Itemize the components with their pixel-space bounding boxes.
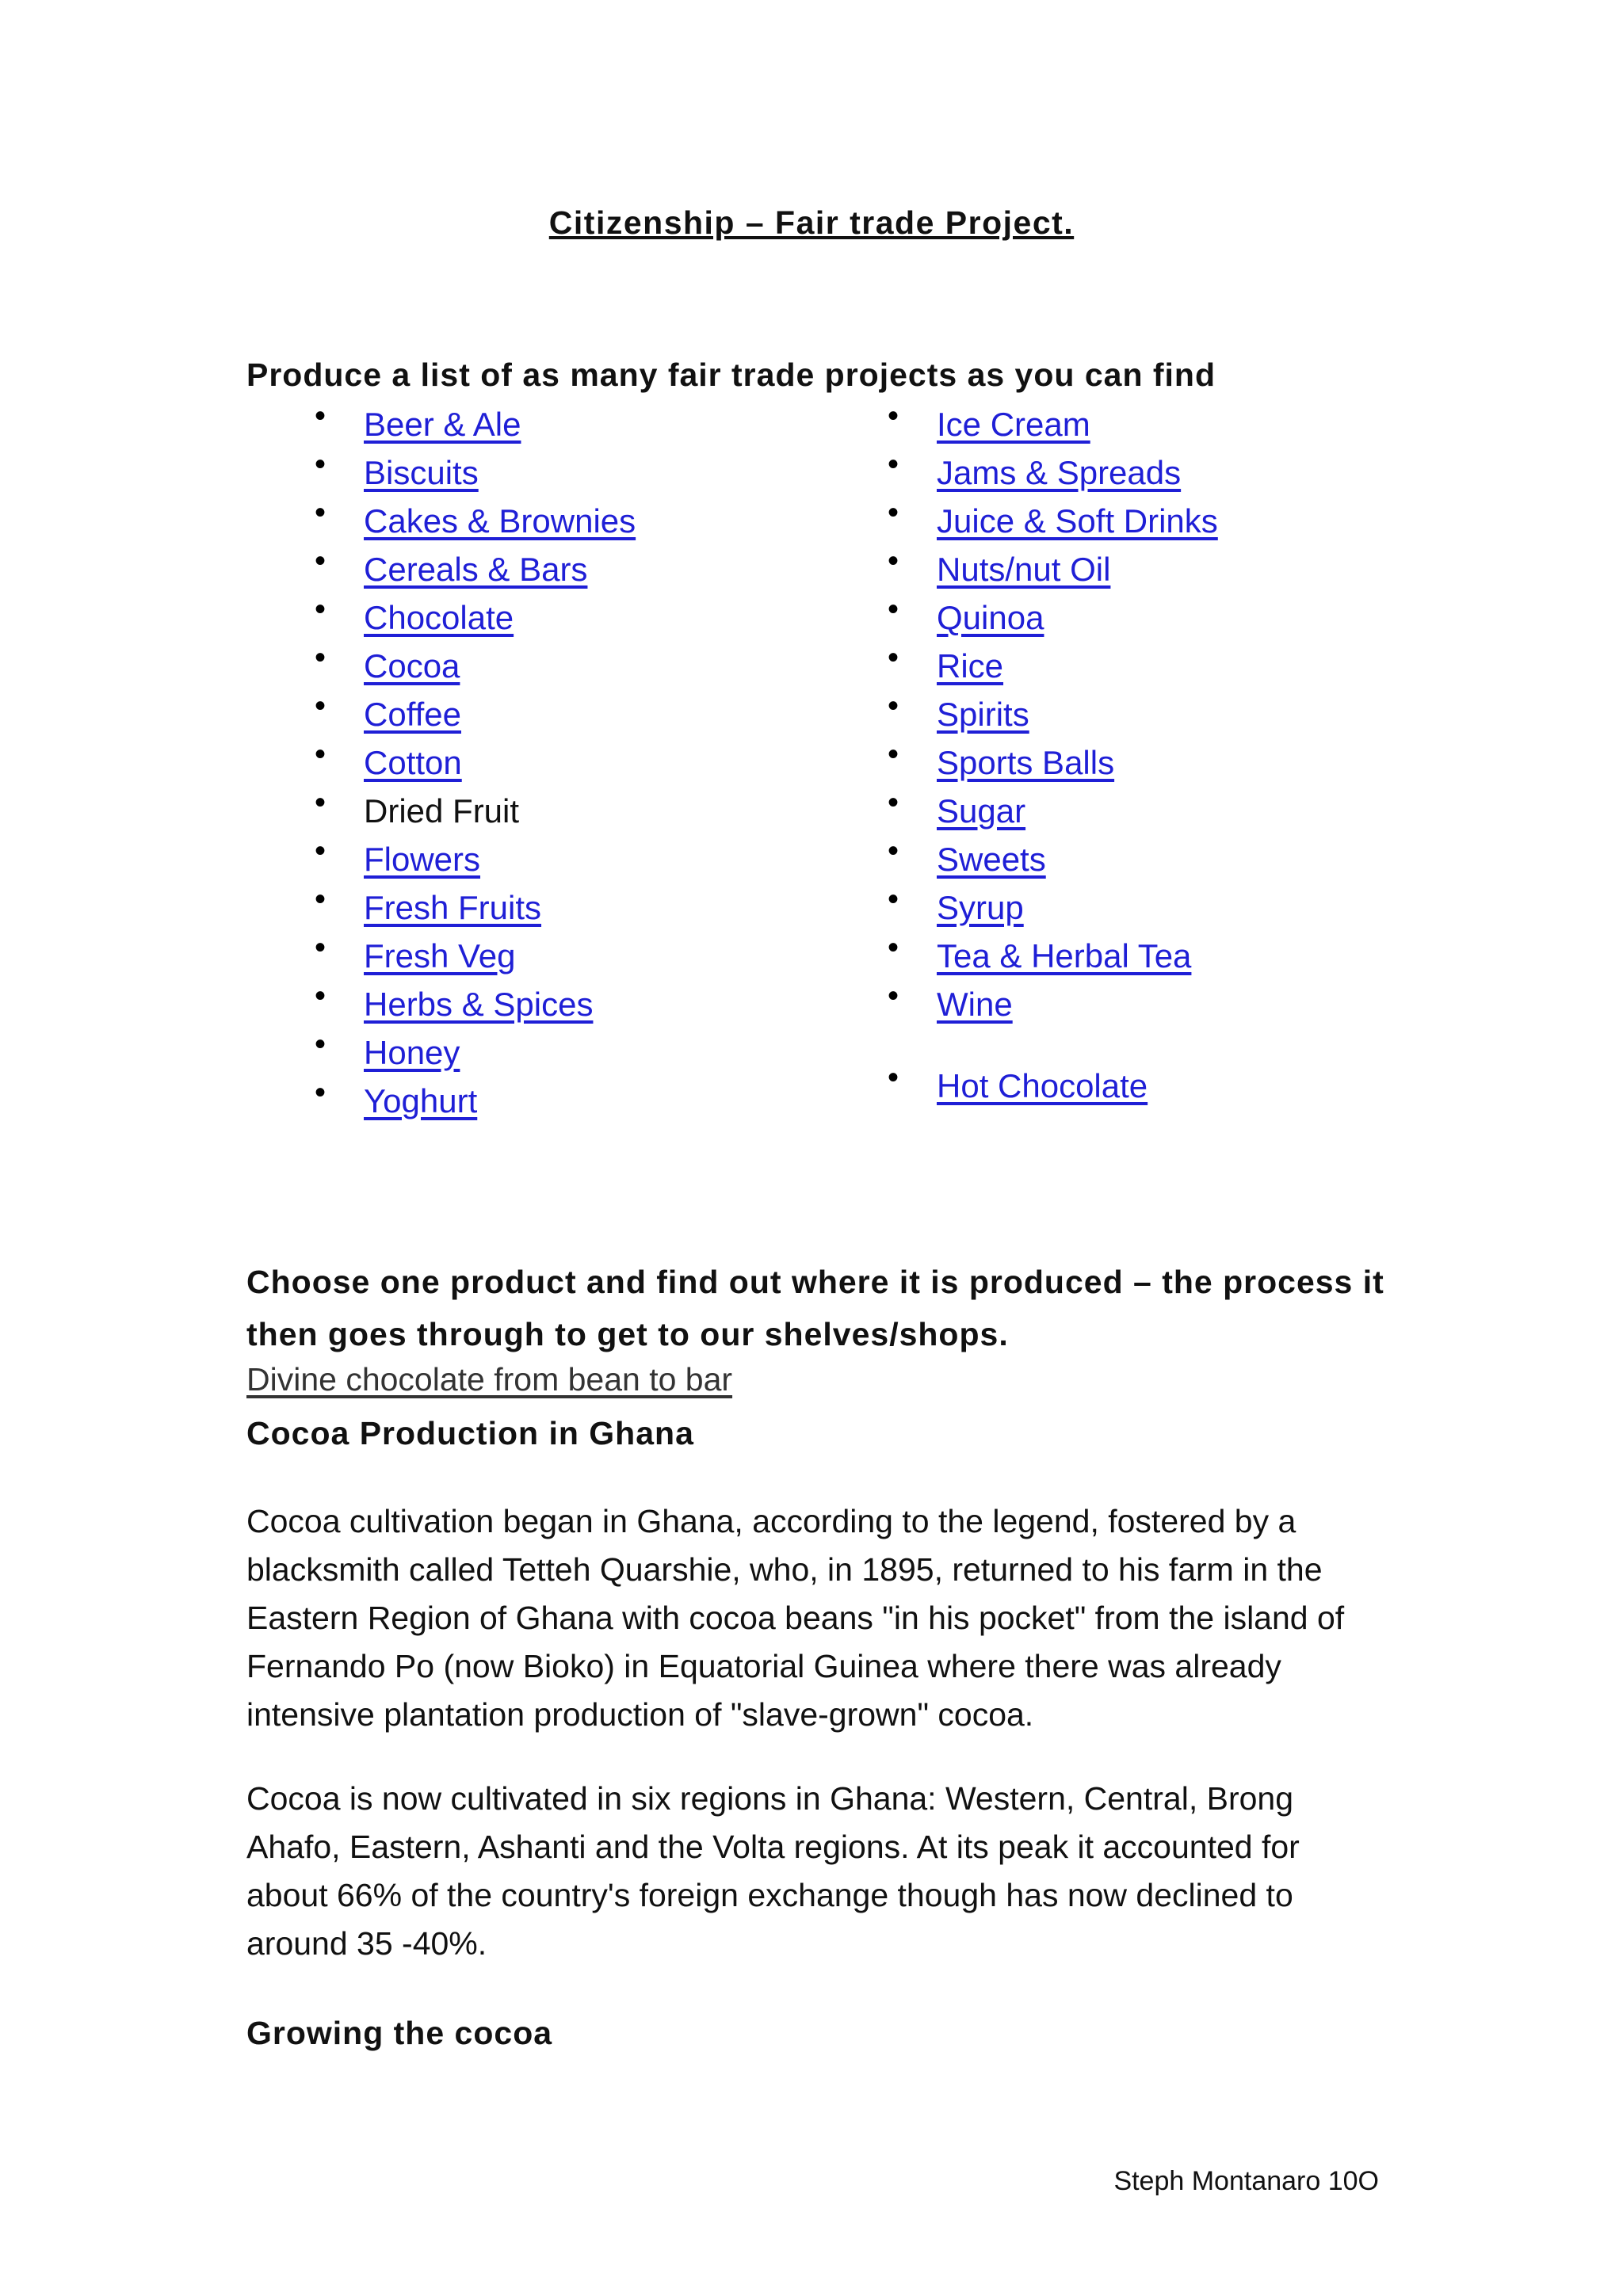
list-item (315, 1075, 636, 1125)
products-list-right-extra (888, 1060, 1148, 1110)
task-1-heading: Produce a list of as many fair trade projects as you can find (246, 357, 1216, 393)
section-heading: Cocoa Production in Ghana (246, 1415, 694, 1451)
bullet-icon: • (888, 833, 899, 868)
bullet-icon: • (888, 640, 899, 675)
list-item (315, 495, 636, 545)
product-link[interactable]: Rice (937, 647, 1004, 685)
bullet-icon: • (315, 399, 327, 433)
list-item (888, 882, 1218, 932)
list-item (888, 495, 1218, 545)
product-link[interactable]: Juice & Soft Drinks (937, 502, 1218, 540)
product-link[interactable]: Wine (937, 986, 1013, 1023)
list-item (888, 1060, 1148, 1110)
product-link[interactable]: Flowers (364, 841, 481, 878)
paragraph-regions: Cocoa is now cultivated in six regions in Ghana: Western, Central, Brong Ahafo, Eastern, Ashanti and the Volta regions. At its peak it accounted for about 66% of the country's foreign exchange though has now declined to around 35 -40%. (246, 1780, 1300, 1962)
bullet-icon: • (315, 592, 327, 627)
product-link[interactable]: Cakes & Brownies (364, 502, 636, 540)
list-item (888, 833, 1218, 883)
bullet-icon: • (315, 640, 327, 675)
products-list-right (888, 399, 1218, 1028)
product-link[interactable]: Beer & Ale (364, 406, 521, 443)
list-item (315, 688, 636, 738)
product-link[interactable]: Chocolate (364, 599, 514, 636)
page-title: Citizenship – Fair trade Project. (548, 204, 1075, 241)
bullet-icon: • (888, 543, 899, 578)
list-item (888, 640, 1218, 690)
product-link[interactable]: Fresh Veg (364, 937, 516, 974)
product-link[interactable]: Herbs & Spices (364, 986, 594, 1023)
product-link[interactable]: Biscuits (364, 454, 479, 491)
list-item (315, 592, 636, 642)
product-link[interactable]: Jams & Spreads (937, 454, 1182, 491)
list-item (315, 882, 636, 932)
product-label: Dried Fruit (364, 792, 520, 830)
product-link[interactable]: Honey (364, 1034, 460, 1071)
paragraph-history: Cocoa cultivation began in Ghana, according to the legend, fostered by a blacksmith called Tetteh Quarshie, who, in 1895, returned to his farm in the Eastern Region of Ghana with cocoa beans "in his pocket" from the island of Fernando Po (now Bioko) in Equatorial Guinea where there was already intensive plantation production of "slave-grown" cocoa. (246, 1503, 1345, 1733)
product-link[interactable]: Syrup (937, 889, 1024, 926)
bullet-icon: • (315, 688, 327, 723)
product-link[interactable]: Coffee (364, 696, 461, 733)
list-item (888, 688, 1218, 738)
product-link[interactable]: Nuts/nut Oil (937, 551, 1111, 588)
products-list-left (315, 399, 636, 1125)
bullet-icon: • (888, 688, 899, 723)
bullet-icon: • (888, 978, 899, 1013)
bullet-icon: • (315, 882, 327, 917)
subheading-growing: Growing the cocoa (246, 2015, 553, 2051)
list-item (888, 592, 1218, 642)
list-item (888, 737, 1218, 787)
product-link-hot-chocolate[interactable]: Hot Chocolate (937, 1067, 1148, 1104)
product-link[interactable]: Spirits (937, 696, 1029, 733)
bullet-icon: • (315, 833, 327, 868)
product-link[interactable]: Tea & Herbal Tea (937, 937, 1192, 974)
list-item (315, 785, 636, 835)
product-link[interactable]: Cocoa (364, 647, 460, 685)
footer-author: Steph Montanaro 10O (1113, 2166, 1379, 2196)
product-link[interactable]: Sugar (937, 792, 1026, 830)
list-item (888, 978, 1218, 1028)
product-link[interactable]: Sweets (937, 841, 1046, 878)
bullet-icon: • (315, 1075, 327, 1110)
list-item (315, 978, 636, 1028)
bullet-icon: • (315, 785, 327, 820)
list-item (315, 1027, 636, 1077)
bullet-icon: • (888, 495, 899, 530)
product-link[interactable]: Yoghurt (364, 1082, 478, 1119)
bullet-icon: • (315, 1027, 327, 1062)
bullet-icon: • (888, 447, 899, 482)
product-link[interactable]: Cotton (364, 744, 462, 781)
bullet-icon: • (315, 930, 327, 965)
bullet-icon: • (888, 399, 899, 433)
bullet-icon: • (888, 1060, 899, 1095)
bullet-icon: • (888, 592, 899, 627)
list-item (888, 543, 1218, 593)
task-2-heading: Choose one product and find out where it is produced – the process it then goes through to get to our shelves/shops. (246, 1264, 1384, 1352)
list-item (888, 399, 1218, 448)
product-link[interactable]: Cereals & Bars (364, 551, 588, 588)
bullet-icon: • (315, 495, 327, 530)
bullet-icon: • (315, 978, 327, 1013)
bullet-icon: • (315, 543, 327, 578)
product-link[interactable]: Ice Cream (937, 406, 1090, 443)
bullet-icon: • (888, 737, 899, 772)
list-item (315, 640, 636, 690)
product-link[interactable]: Fresh Fruits (364, 889, 542, 926)
list-item (315, 737, 636, 787)
bullet-icon: • (315, 447, 327, 482)
list-item (315, 447, 636, 497)
list-item (315, 399, 636, 448)
list-item (888, 447, 1218, 497)
bullet-icon: • (888, 785, 899, 820)
bullet-icon: • (888, 882, 899, 917)
bullet-icon: • (888, 930, 899, 965)
list-item (315, 930, 636, 980)
list-item (888, 930, 1218, 980)
list-item (315, 833, 636, 883)
list-item (888, 785, 1218, 835)
list-item (315, 543, 636, 593)
source-link[interactable]: Divine chocolate from bean to bar (246, 1361, 733, 1398)
bullet-icon: • (315, 737, 327, 772)
product-link[interactable]: Quinoa (937, 599, 1044, 636)
product-link[interactable]: Sports Balls (937, 744, 1115, 781)
